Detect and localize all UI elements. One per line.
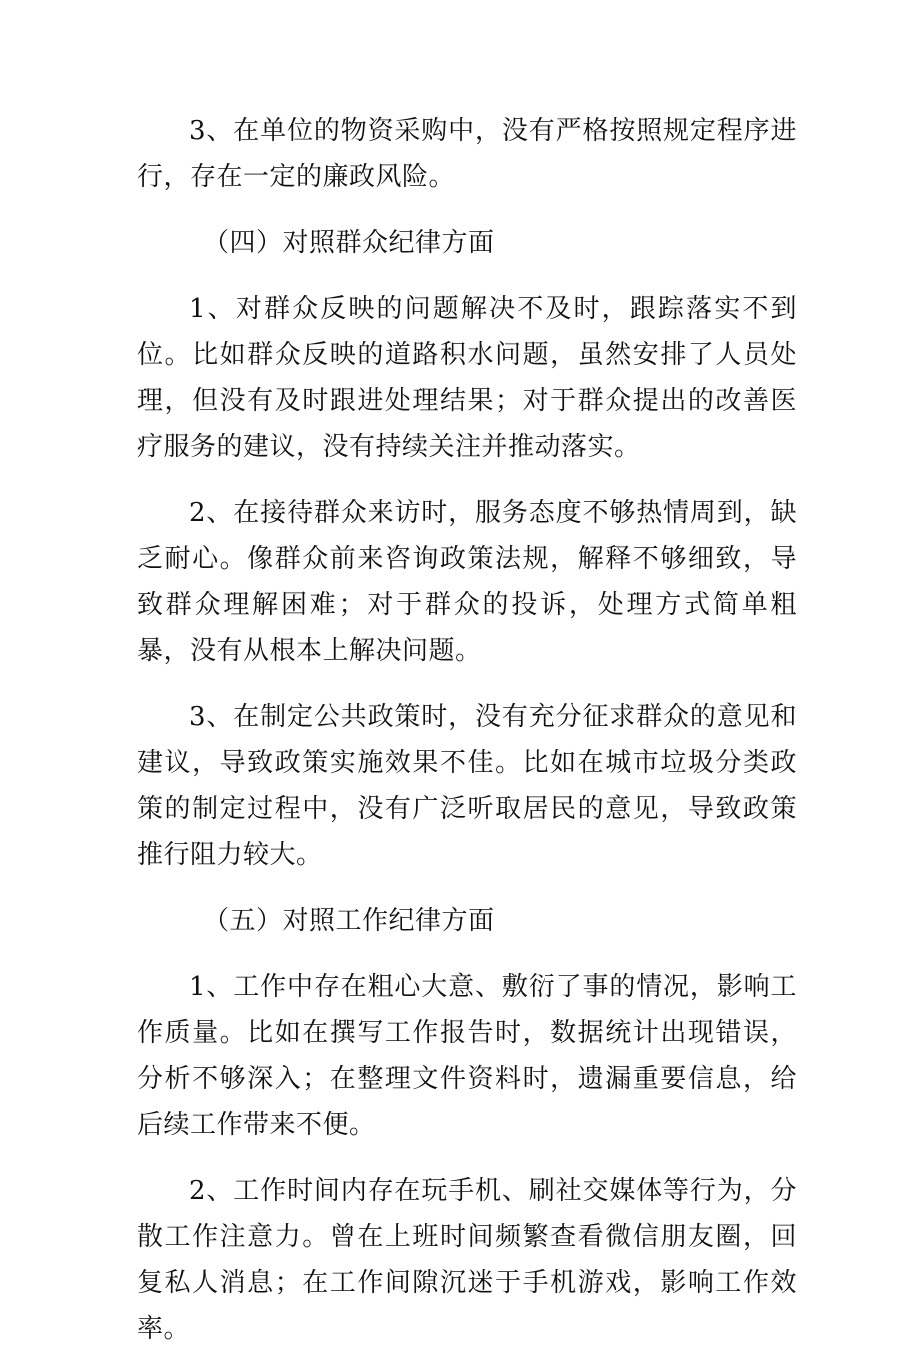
- mass-discipline-item-3: 3、在制定公共政策时，没有充分征求群众的意见和建议，导致政策实施效果不佳。比如在城市垃圾分类政策的制定过程中，没有广泛听取居民的意见，导致政策推行阻力较大。: [137, 702, 797, 870]
- mass-discipline-item-1: 1、对群众反映的问题解决不及时，跟踪落实不到位。比如群众反映的道路积水问题，虽然安排了人员处理，但没有及时跟进处理结果；对于群众提出的改善医疗服务的建议，没有持续关注并推动落实。: [137, 294, 797, 462]
- mass-discipline-item-2: 2、在接待群众来访时，服务态度不够热情周到，缺乏耐心。像群众前来咨询政策法规，解释不够细致，导致群众理解困难；对于群众的投诉，处理方式简单粗暴，没有从根本上解决问题。: [137, 498, 797, 666]
- procurement-paragraph: 3、在单位的物资采购中，没有严格按照规定程序进行，存在一定的廉政风险。: [137, 116, 797, 192]
- work-discipline-heading: （五）对照工作纪律方面: [203, 906, 495, 936]
- work-discipline-item-2: 2、工作时间内存在玩手机、刷社交媒体等行为，分散工作注意力。曾在上班时间频繁查看微信朋友圈，回复私人消息；在工作间隙沉迷于手机游戏，影响工作效率。: [137, 1176, 797, 1344]
- work-discipline-item-1: 1、工作中存在粗心大意、敷衍了事的情况，影响工作质量。比如在撰写工作报告时，数据统计出现错误，分析不够深入；在整理文件资料时，遗漏重要信息，给后续工作带来不便。: [137, 972, 797, 1140]
- mass-discipline-heading: （四）对照群众纪律方面: [203, 228, 495, 258]
- document-body: [137, 108, 797, 1352]
